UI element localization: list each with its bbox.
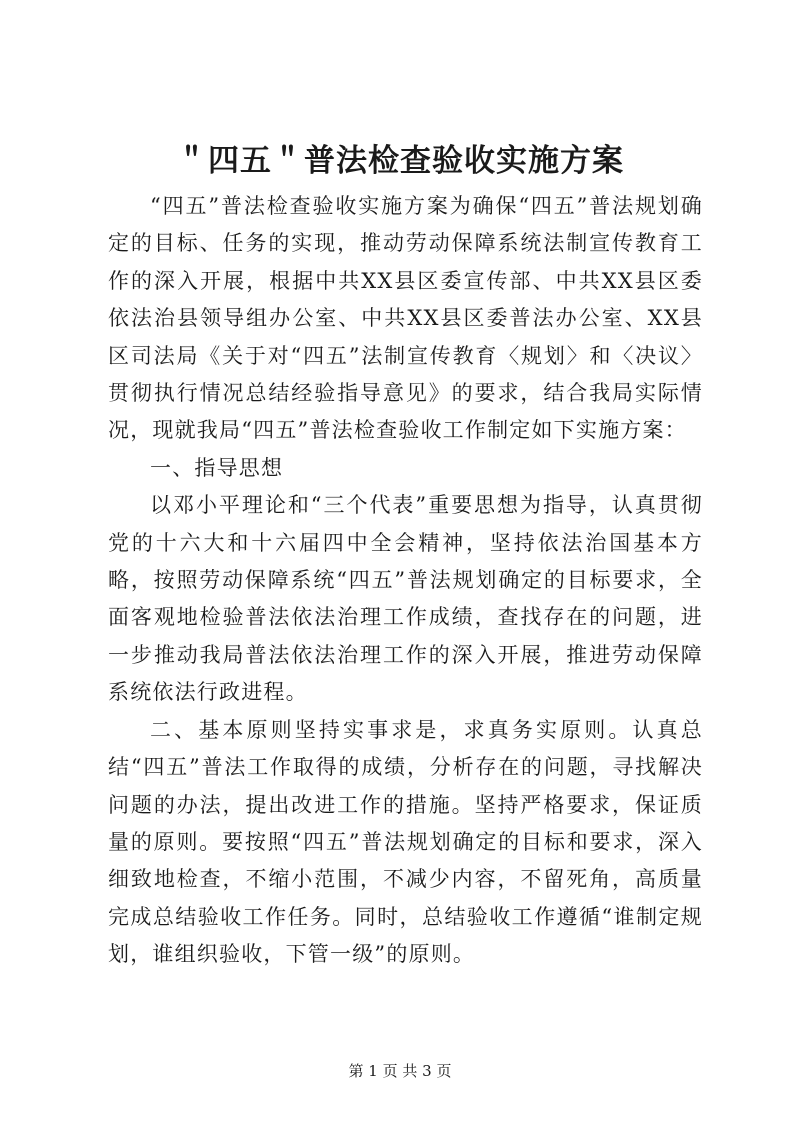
section-heading-guiding-ideology: 一、指导思想 [150,455,284,480]
page-footer [0,1060,800,1081]
guiding-ideology-paragraph: 以邓小平理论和“三个代表”重要思想为指导，认真贯彻党的十六大和十六届四中全会精神，坚持依法治国基本方略，按照劳动保障系统“四五”普法规划确定的目标要求，全面客观地检验普法依法治理工作成绩，查找存在的问题，进一步推动我局普法依法治理工作的深入开展，推进劳动保障系统依法行政进程。 [108,493,703,705]
document-body [108,188,703,974]
page-number: 第 1 页 共 3 页 [348,1062,452,1080]
document-title: ＂四五＂普法检查验收实施方案 [176,143,624,179]
intro-paragraph: “四五”普法检查验收实施方案为确保“四五”普法规划确定的目标、任务的实现，推动劳动保障系统法制宣传教育工作的深入开展，根据中共XX县区委宣传部、中共XX县区委依法治县领导组办公室、中共XX县区委普法办公室、XX县区司法局《关于对“四五”法制宣传教育〈规划〉和〈决议〉贯彻执行情况总结经验指导意见》的要求，结合我局实际情况，现就我局“四五”普法检查验收工作制定如下实施方案： [108,194,703,443]
basic-principles-paragraph: 二、基本原则坚持实事求是，求真务实原则。认真总结“四五”普法工作取得的成绩，分析存在的问题，寻找解决问题的办法，提出改进工作的措施。坚持严格要求，保证质量的原则。要按照“四五”普法规划确定的目标和要求，深入细致地检查，不缩小范围，不减少内容，不留死角，高质量完成总结验收工作任务。同时，总结验收工作遵循“谁制定规划，谁组织验收，下管一级”的原则。 [108,717,703,967]
